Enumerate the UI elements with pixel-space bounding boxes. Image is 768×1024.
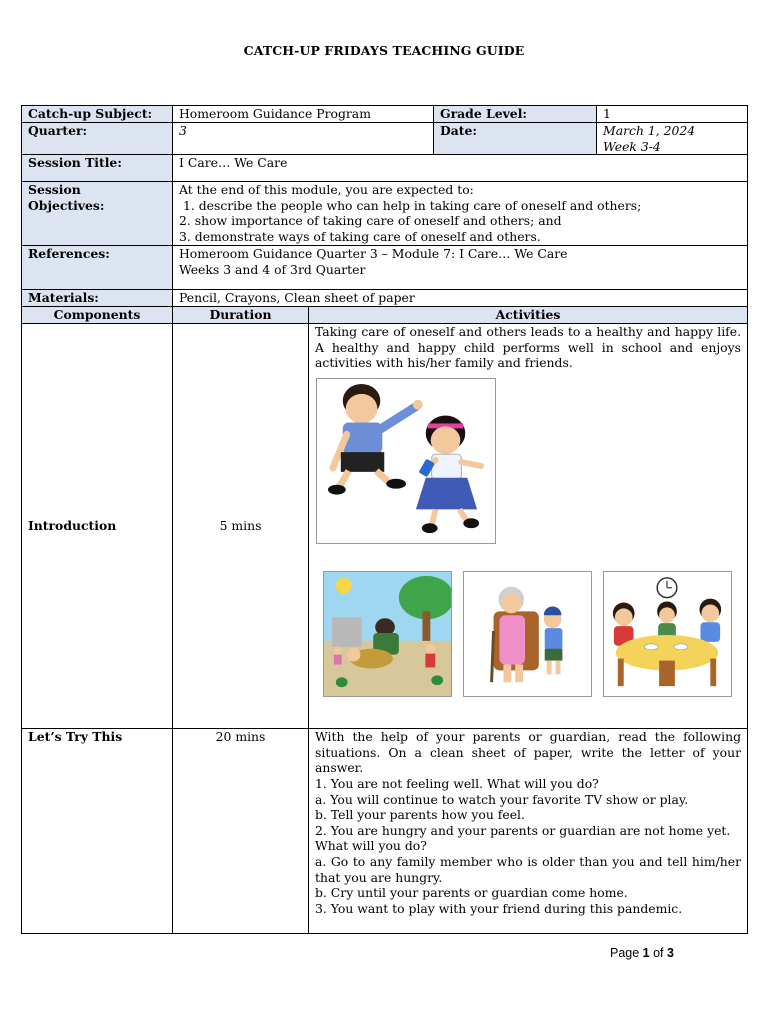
activity-line: 1. You are not feeling well. What will you do? <box>315 775 599 791</box>
page-prefix: Page <box>610 946 643 960</box>
activity-line: 3. You want to play with your friend during this pandemic. <box>315 900 683 916</box>
activity-line: b. Tell your parents how you feel. <box>315 807 525 823</box>
boy-shorts <box>341 452 384 472</box>
objectives-intro: At the end of this module, you are expected to: <box>179 182 474 198</box>
activity-line: a. You will continue to watch your favorite TV show or play. <box>315 791 689 807</box>
lets-try-this-activity <box>309 729 748 934</box>
date-value: March 1, 2024 <box>603 123 696 138</box>
activities-header: Activities <box>309 307 748 324</box>
grandmother-illustration <box>463 571 592 697</box>
objective-item: 3. demonstrate ways of taking care of oneself and others. <box>179 228 541 244</box>
references-row <box>22 246 748 290</box>
introduction-row <box>22 324 748 729</box>
grade-label: Grade Level: <box>434 106 597 123</box>
page-of: of <box>649 946 667 960</box>
teaching-guide-table <box>21 105 748 934</box>
introduction-text: Taking care of oneself and others leads to a healthy and happy life. A healthy and happy child performs well in school and enjoys activities with his/her family and friends. <box>315 324 742 371</box>
components-header: Components <box>22 307 173 324</box>
boy-shirt-small <box>545 628 563 650</box>
boy-face <box>346 394 378 424</box>
girl-face <box>431 426 461 454</box>
session-value: I Care… We Care <box>173 155 748 182</box>
references-label: References: <box>22 246 173 290</box>
objective-item: 1. describe the people who can help in taking care of oneself and others; <box>179 197 642 213</box>
activity-line: b. Cry until your parents or guardian come home. <box>315 885 628 901</box>
objectives-label <box>22 182 173 246</box>
page-number <box>610 946 674 960</box>
date-cell <box>597 123 748 155</box>
document-title: CATCH-UP FRIDAYS TEACHING GUIDE <box>243 43 525 58</box>
introduction-component: Introduction <box>22 324 173 729</box>
materials-value: Pencil, Crayons, Clean sheet of paper <box>173 290 748 307</box>
quarter-row <box>22 123 748 155</box>
date-label: Date: <box>434 123 597 155</box>
family-meal-illustration <box>603 571 732 697</box>
subject-row <box>22 106 748 123</box>
objectives-label-line-2: Objectives: <box>28 197 105 213</box>
week-value: Week 3-4 <box>603 138 661 154</box>
materials-label: Materials: <box>22 290 173 307</box>
activity-line: With the help of your parents or guardian, read the following situations. On a clean sheet of paper, write the letter of your answer. <box>315 729 742 776</box>
illustration-row <box>315 571 741 697</box>
objectives-row <box>22 182 748 246</box>
sun-icon <box>336 578 352 594</box>
objective-item: 2. show importance of taking care of oneself and others; and <box>179 213 562 229</box>
subject-value: Homeroom Guidance Program <box>173 106 434 123</box>
objectives-cell <box>173 182 748 246</box>
grade-value: 1 <box>597 106 748 123</box>
reference-line: Weeks 3 and 4 of 3rd Quarter <box>179 261 366 277</box>
lets-try-this-component: Let’s Try This <box>22 729 173 934</box>
column-header-row <box>22 307 748 324</box>
outdoor-play-illustration <box>323 571 452 697</box>
session-label: Session Title: <box>22 155 173 182</box>
page-total: 3 <box>667 946 674 960</box>
quarter-label: Quarter: <box>22 123 173 155</box>
objectives-label-line-1: Session <box>28 182 81 198</box>
reference-line: Homeroom Guidance Quarter 3 – Module 7: I Care… We Care <box>179 246 568 262</box>
lets-try-this-row <box>22 729 748 934</box>
girl-skirt <box>416 478 477 510</box>
grandmother-dress <box>499 615 525 664</box>
introduction-activity <box>309 324 748 729</box>
activity-line: 2. You are hungry and your parents or guardian are not home yet. <box>315 822 731 838</box>
page-current: 1 <box>642 946 650 960</box>
activity-line: a. Go to any family member who is older than you and tell him/her that you are hungry. <box>315 853 742 885</box>
introduction-duration: 5 mins <box>173 324 309 729</box>
materials-row <box>22 290 748 307</box>
quarter-value: 3 <box>173 123 434 155</box>
references-cell <box>173 246 748 290</box>
session-row <box>22 155 748 182</box>
lets-try-this-duration: 20 mins <box>173 729 309 934</box>
children-illustration <box>316 378 496 544</box>
activity-line: What will you do? <box>315 838 427 854</box>
duration-header: Duration <box>173 307 309 324</box>
subject-label: Catch-up Subject: <box>22 106 173 123</box>
